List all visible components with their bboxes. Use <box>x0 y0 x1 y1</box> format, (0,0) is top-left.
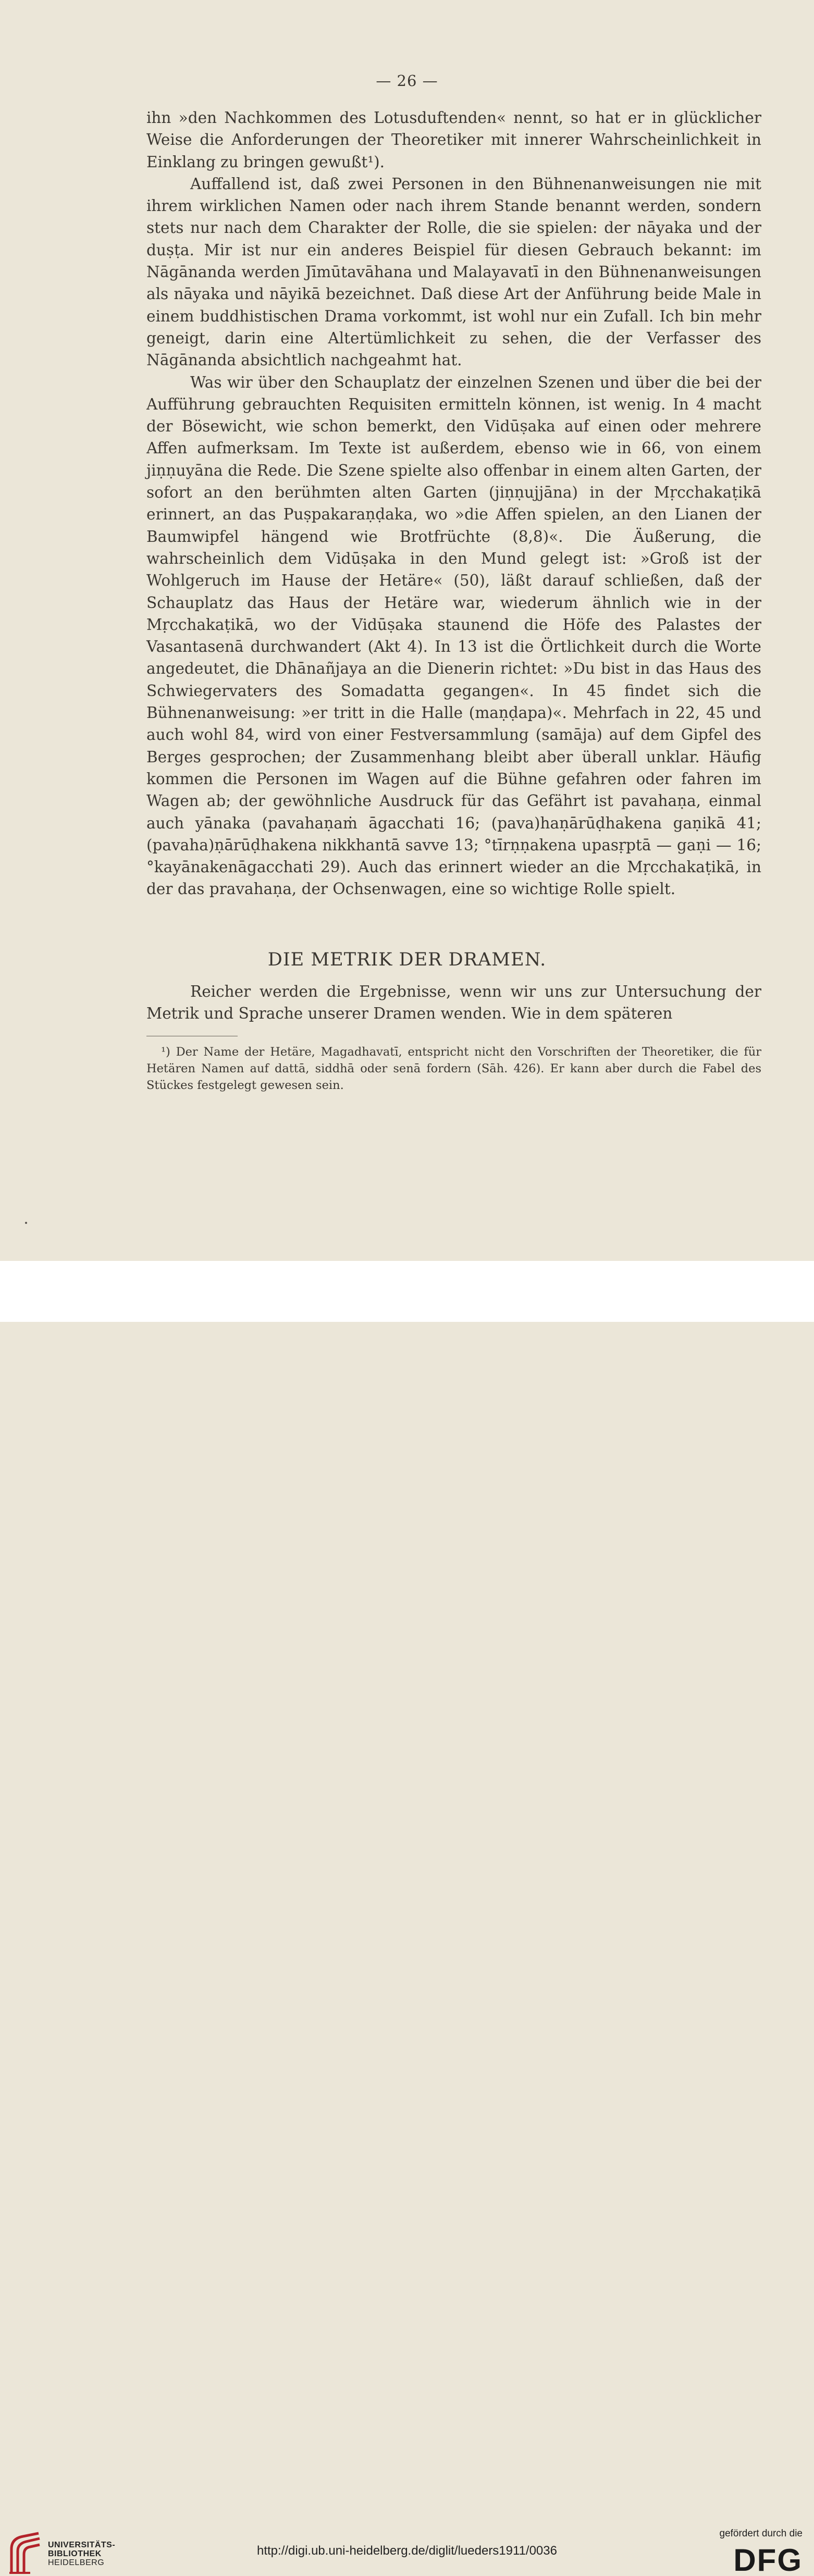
section-heading: DIE METRIK DER DRAMEN. <box>267 949 547 970</box>
scan-speck <box>25 1222 27 1224</box>
page-number: — 26 — <box>376 72 438 90</box>
library-line-3: HEIDELBERG <box>48 2558 105 2567</box>
paragraph-1: ihn »den Nachkommen des Lotusduftenden« nennt, so hat er in glücklicher Weise die Anforderungen der Theoretiker mit innerer Wahrscheinlichkeit in Einklang zu bringen gewußt¹). <box>146 109 761 171</box>
paragraph-2: Auffallend ist, daß zwei Personen in den Bühnenanweisungen nie mit ihrem wirklichen Namen oder nach ihrem Stande benannt werden, sondern stets nur nach dem Charakter der Rolle, die sie spielen: der nāyaka und der duṣṭa. Mir ist nur ein anderes Beispiel für diesen Gebrauch bekannt: im Nāgānanda werden Jīmūtavāhana und Malayavatī in den Bühnenanweisungen als nāyaka und nāyikā bezeichnet. Daß diese Art der Anführung beide Male in einem buddhistischen Drama vorkommt, ist wohl nur ein Zufall. Ich bin mehr geneigt, darin eine Altertümlichkeit zu sehen, die der Verfasser des Nāgānanda absichtlich nachgeahmt hat. <box>146 175 761 369</box>
footer-bar <box>0 1261 814 2574</box>
dfg-logo-icon <box>724 2543 803 2574</box>
section-paragraph: Reicher werden die Ergebnisse, wenn wir uns zur Untersuchung der Metrik und Sprache unserer Dramen wenden. Wie in dem späteren <box>146 983 761 1023</box>
scanned-page <box>0 0 814 1261</box>
library-line-2: BIBLIOTHEK <box>48 2549 102 2558</box>
library-line-1: UNIVERSITÄTS- <box>48 2541 116 2549</box>
dfg-logo-text: DFG <box>733 2543 803 2574</box>
sponsor-label: gefördert durch die <box>719 2528 803 2539</box>
footnote: ¹) Der Name der Hetäre, Magadhavatī, entspricht nicht den Vorschriften der Theoretiker, die für Hetären Namen auf dattā, siddhā oder senā fordern (Sāh. 426). Er kann aber durch die Fabel des Stückes festgelegt gewesen sein. <box>146 1045 761 1092</box>
body-text <box>146 107 761 900</box>
paragraph-3: Was wir über den Schauplatz der einzelnen Szenen und über die bei der Aufführung gebrauchten Requisiten ermitteln können, ist wenig. In 4 macht der Bösewicht, wie schon bemerkt, den Vidūṣaka auf einen oder mehrere Affen aufmerksam. Im Texte ist außerdem, ebenso wie in 66, von einem jiṇṇuyāna die Rede. Die Szene spielte also offenbar in einem alten Garten, der sofort an den berühmten alten Garten (jiṇṇujjāna) in der Mṛcchakaṭikā erinnert, an das Puṣpakaraṇḍaka, wo »die Affen spielen, an den Lianen der Baumwipfel hängend wie Brotfrüchte (8,8)«. Die Äußerung, die wahrscheinlich dem Vidūṣaka in den Mund gelegt ist: »Groß ist der Wohlgeruch im Hause der Hetäre« (50), läßt darauf schließen, daß der Schauplatz das Haus der Hetäre war, wiederum ähnlich wie in der Mṛcchakaṭikā, wo der Vidūṣaka staunend die Höfe des Palastes der Vasantasenā durchwandert (Akt 4). In 13 ist die Örtlichkeit durch die Worte angedeutet, die Dhānañjaya an die Dienerin richtet: »Du bist in das Haus des Schwiegervaters des Somadatta gegangen«. In 45 findet sich die Bühnenanweisung: »er tritt in die Halle (maṇḍapa)«. Mehrfach in 22, 45 und auch wohl 84, wird von einer Festversammlung (samāja) auf dem Gipfel des Berges gesprochen; der Zusammenhang bleibt aber überall unklar. Häufig kommen die Personen im Wagen auf die Bühne gefahren oder fahren im Wagen ab; der gewöhnliche Ausdruck für das Gefährt ist pavahaṇa, einmal auch yānaka (pavahaṇaṁ āgacchati 16; (pava)haṇārūḍhakena gaṇikā 41; (pavaha)ṇārūḍhakena nikkhantā savve 13; °tīrṇṇakena upasṛptā — gaṇi — 16; °kayānakenāgacchati 29). Auch das erinnert wieder an die Mṛcchakaṭikā, in der das pravahaṇa, der Ochsenwagen, eine so wichtige Rolle spielt. <box>146 373 761 898</box>
permalink-url[interactable]: http://digi.ub.uni-heidelberg.de/diglit/lueders1911/0036 <box>257 2544 557 2558</box>
